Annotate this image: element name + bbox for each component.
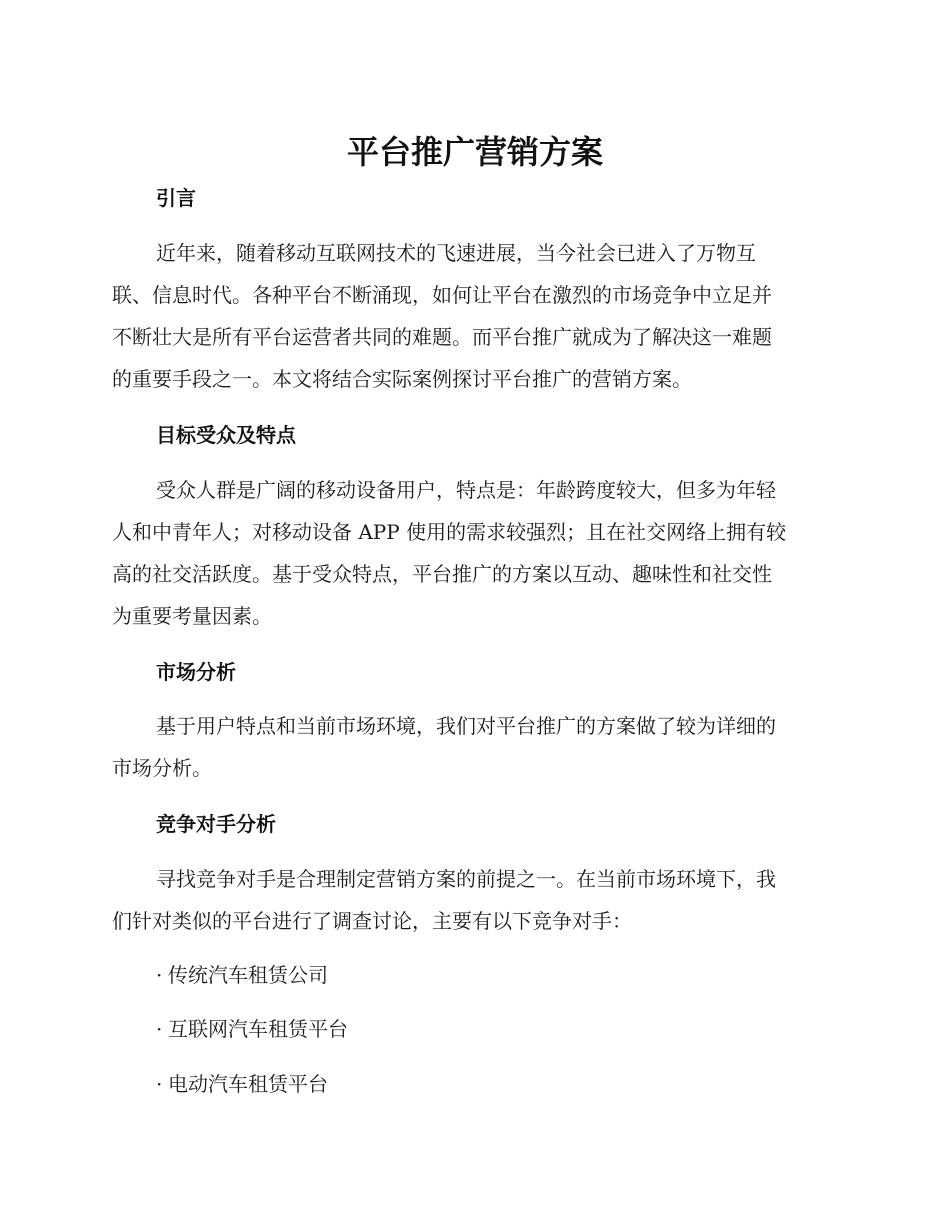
section-paragraph-market-analysis xyxy=(112,705,830,789)
section-heading-market-analysis: 市场分析 xyxy=(156,660,236,684)
list-item xyxy=(156,1015,348,1043)
paragraph-line: 市场分析。 xyxy=(112,756,212,780)
paragraph-line: 人和中青年人；对移动设备 APP 使用的需求较强烈；且在社交网络上拥有较 xyxy=(112,520,787,544)
section-paragraph-target-audience xyxy=(112,469,830,637)
section-heading-target-audience: 目标受众及特点 xyxy=(156,423,296,447)
paragraph-line: 不断壮大是所有平台运营者共同的难题。而平台推广就成为了解决这一难题 xyxy=(112,325,772,349)
document-title: 平台推广营销方案 xyxy=(346,133,603,171)
paragraph-line: 为重要考量因素。 xyxy=(112,604,272,628)
paragraph-line: 高的社交活跃度。基于受众特点，平台推广的方案以互动、趣味性和社交性 xyxy=(112,562,772,586)
section-heading-introduction: 引言 xyxy=(156,186,196,210)
bullet-symbol: · xyxy=(156,963,163,987)
paragraph-line: 基于用户特点和当前市场环境，我们对平台推广的方案做了较为详细的 xyxy=(156,714,776,738)
paragraph-line: 的重要手段之一。本文将结合实际案例探讨平台推广的营销方案。 xyxy=(112,367,692,391)
paragraph-line: 近年来，随着移动互联网技术的飞速进展，当今社会已进入了万物互 xyxy=(156,241,756,265)
section-paragraph-introduction xyxy=(112,232,830,400)
list-item xyxy=(156,1070,328,1098)
section-paragraph-competitor-analysis xyxy=(112,858,830,942)
paragraph-line: 寻找竞争对手是合理制定营销方案的前提之一。在当前市场环境下，我 xyxy=(156,867,776,891)
paragraph-line: 联、信息时代。各种平台不断涌现，如何让平台在激烈的市场竞争中立足并 xyxy=(112,283,772,307)
section-heading-competitor-analysis: 竞争对手分析 xyxy=(156,812,276,836)
list-item-text: 传统汽车租赁公司 xyxy=(168,963,328,987)
paragraph-line: 受众人群是广阔的移动设备用户，特点是：年龄跨度较大，但多为年轻 xyxy=(156,478,776,502)
bullet-symbol: · xyxy=(156,1017,163,1041)
bullet-symbol: · xyxy=(156,1072,163,1096)
paragraph-line: 们针对类似的平台进行了调查讨论，主要有以下竞争对手： xyxy=(112,909,632,933)
list-item-text: 互联网汽车租赁平台 xyxy=(168,1017,348,1041)
list-item xyxy=(156,961,328,989)
list-item-text: 电动汽车租赁平台 xyxy=(168,1072,328,1096)
